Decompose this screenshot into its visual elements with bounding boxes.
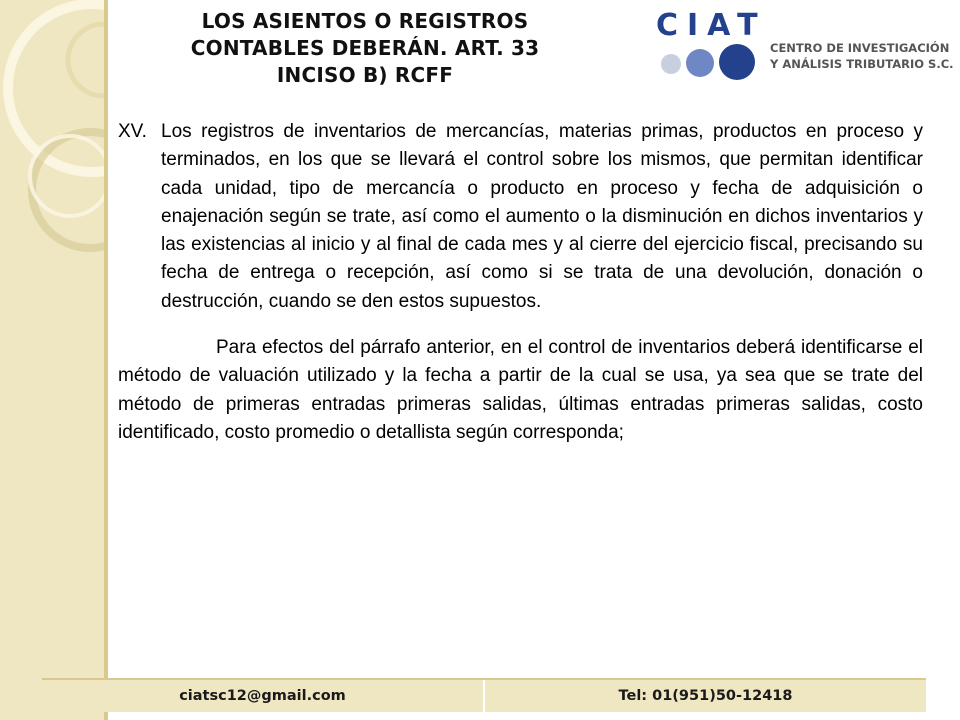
logo-subtitle-line-1: CENTRO DE INVESTIGACIÓN	[770, 41, 950, 55]
logo-wordmark: CIAT	[656, 8, 767, 43]
title-line-1: LOS ASIENTOS O REGISTROS	[201, 9, 529, 33]
footer-bar	[42, 678, 926, 712]
main-content	[118, 118, 923, 466]
page-title	[150, 8, 580, 89]
item-text: Los registros de inventarios de mercancías, materias primas, productos en proceso y terminados, en los que se llevará el control sobre los mismos, que permitan identificar cada unidad, tipo de mercancía o producto en proceso y fecha de adquisición o enajenación según se trate, así como el aumento o la disminución en dichos inventarios y las existencias al inicio y al final de cada mes y al cierre del ejercicio fiscal, precisando su fecha de entrega o recepción, así como si se trata de una devolución, donación o destrucción, cuando se den estos supuestos.	[161, 121, 923, 312]
body-paragraph: Para efectos del párrafo anterior, en el control de inventarios deberá identificarse el método de valuación utilizado y la fecha a partir de la cual se usa, ya sea que se trate del método de primeras entradas primeras salidas, últimas entradas primeras salidas, costo identificado, costo promedio o detallista según corresponda;	[118, 337, 923, 443]
title-line-2: CONTABLES DEBERÁN. ART. 33	[190, 36, 540, 60]
list-item	[118, 118, 923, 316]
decorative-swirl	[0, 0, 106, 720]
sidebar-border	[104, 0, 108, 720]
footer-email: ciatsc12@gmail.com	[179, 688, 346, 704]
item-number: XV.	[118, 121, 147, 142]
logo-subtitle	[770, 40, 954, 72]
logo-dots-icon	[656, 42, 766, 82]
logo-subtitle-line-2: Y ANÁLISIS TRIBUTARIO S.C.	[770, 57, 954, 71]
footer-phone: Tel: 01(951)50-12418	[618, 688, 793, 704]
decorative-sidebar	[0, 0, 106, 720]
title-line-3: INCISO B) RCFF	[276, 63, 454, 87]
ciat-logo	[648, 8, 958, 78]
